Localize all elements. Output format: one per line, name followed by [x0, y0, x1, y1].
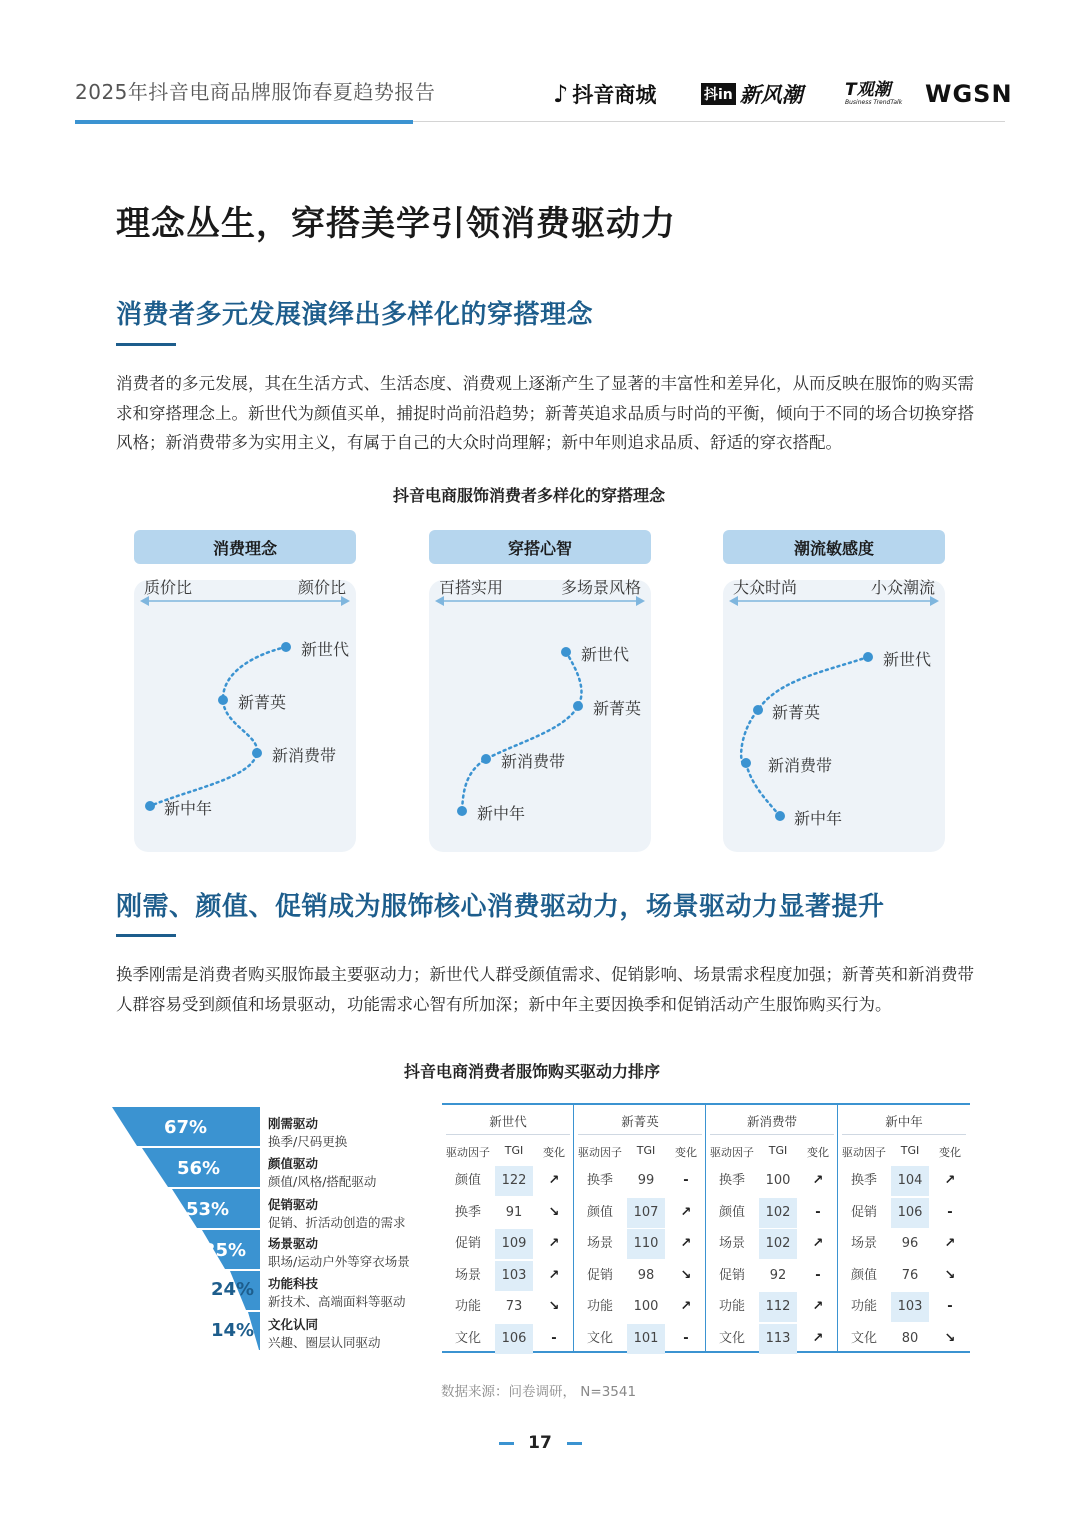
- table-group: [838, 1103, 970, 1353]
- point-label: 新世代: [581, 645, 630, 664]
- table-cell-tgi: 99: [637, 1173, 655, 1188]
- axis-right-label: 颜价比: [297, 578, 346, 597]
- table-cell-tgi: 103: [897, 1299, 923, 1314]
- point-label: 新中年: [164, 799, 213, 818]
- table-cell-change: ↗: [680, 1299, 692, 1314]
- table-column-header: 驱动因子: [710, 1146, 754, 1159]
- section2-body: 换季刚需是消费者购买服饰最主要驱动力；新世代人群受颜值需求、促销影响、场景需求程度加强；新菁英和新消费带人群容易受到颜值和场景驱动，功能需求心智有所加深；新中年主要因换季和促销活动产生服饰购买行为。: [116, 965, 974, 1014]
- table-cell-factor: 文化: [718, 1330, 745, 1346]
- funnel-description: 促销、折活动创造的需求: [268, 1215, 406, 1230]
- table-cell-change: -: [815, 1204, 821, 1220]
- douyin-mall-logo: [553, 78, 656, 110]
- table-group: [706, 1103, 838, 1353]
- point-new-elite: [218, 695, 228, 705]
- table-cell-factor: 场景: [586, 1236, 613, 1251]
- table-column-header: TGI: [900, 1144, 920, 1157]
- funnel-value: 53%: [186, 1199, 230, 1220]
- table-group-rule: [446, 1134, 570, 1135]
- table-cell-change: -: [815, 1267, 821, 1283]
- axis-left-label: 百搭实用: [439, 578, 504, 597]
- point-label: 新菁英: [593, 699, 642, 718]
- funnel-value: 35%: [203, 1240, 247, 1261]
- xinfengchao-logo: [701, 78, 803, 110]
- funnel-value: 14%: [211, 1320, 255, 1341]
- table-cell-factor: 文化: [586, 1330, 613, 1346]
- funnel-category: 功能科技: [268, 1276, 319, 1291]
- header-accent-bar: [75, 120, 413, 124]
- funnel-category: 颜值驱动: [268, 1156, 319, 1171]
- table-cell-change: ↘: [548, 1299, 560, 1314]
- table-cell-factor: 文化: [454, 1330, 481, 1346]
- point-new-elite: [573, 701, 583, 711]
- table-cell-tgi: 100: [765, 1173, 791, 1188]
- tguanchao-logo-sub: Business TrendTalk: [845, 99, 903, 106]
- funnel-value: 67%: [164, 1117, 208, 1138]
- table-cell-change: ↗: [548, 1236, 560, 1251]
- table-column-header: 变化: [939, 1146, 961, 1159]
- table-cell-change: -: [683, 1173, 689, 1188]
- table-cell-tgi: 109: [501, 1236, 527, 1251]
- table-cell-tgi: 100: [633, 1299, 659, 1314]
- funnel-description: 颜值/风格/搭配驱动: [268, 1174, 377, 1189]
- tguanchao-logo: [845, 78, 902, 110]
- axis-left-label: 大众时尚: [733, 578, 798, 597]
- funnel-category: 促销驱动: [268, 1197, 319, 1212]
- table-cell-change: ↗: [680, 1236, 692, 1251]
- table-cell-factor: 场景: [850, 1236, 877, 1251]
- tguanchao-logo-text: T观潮: [845, 80, 891, 100]
- point-label: 新世代: [883, 650, 932, 669]
- table-cell-tgi: 91: [505, 1204, 523, 1220]
- funnel-category: 场景驱动: [268, 1236, 319, 1251]
- table-cell-change: ↘: [680, 1267, 692, 1283]
- table-cell-change: ↘: [548, 1204, 560, 1220]
- table-group-rule: [842, 1134, 966, 1135]
- funnel-description: 职场/运动户外等穿衣场景: [268, 1254, 410, 1269]
- table-column-header: 变化: [675, 1146, 697, 1159]
- data-source: 数据来源：问卷调研， N=3541: [441, 1384, 637, 1400]
- point-new-middle-age: [457, 806, 467, 816]
- table-cell-change: ↗: [548, 1173, 560, 1188]
- wgsn-logo: WGSN: [925, 80, 1013, 108]
- section1-body: 消费者的多元发展，其在生活方式、生活态度、消费观上逐渐产生了显著的丰富性和差异化，从而反映在服饰的购买需求和穿搭理念上。新世代为颜值买单，捕捉时尚前沿趋势；新菁英追求品质与时尚的平衡，倾向于不同的场合切换穿搭风格；新消费带多为实用主义，有属于自己的大众时尚理解；新中年则追求品质、舒适的穿衣搭配。: [116, 374, 974, 452]
- table-group-name: 新消费带: [746, 1114, 797, 1129]
- table-column-header: TGI: [768, 1144, 788, 1157]
- table-cell-factor: 文化: [850, 1330, 877, 1346]
- card-title: 消费理念: [134, 530, 356, 564]
- table-cell-tgi: 106: [897, 1204, 923, 1220]
- drivers-chart-title: 抖音电商消费者服饰购买驱动力排序: [404, 1062, 661, 1081]
- table-cell-tgi: 112: [765, 1299, 791, 1314]
- table-group-name: 新世代: [489, 1114, 527, 1129]
- xinfengchao-logo-text: 新风潮: [739, 83, 803, 107]
- table-cell-factor: 功能: [586, 1299, 613, 1314]
- point-new-elite: [753, 705, 763, 715]
- table-group-name: 新菁英: [621, 1114, 659, 1129]
- concept-card-consumption: [134, 530, 356, 852]
- table-cell-tgi: 101: [633, 1330, 659, 1346]
- section1-heading: 消费者多元发展演绎出多样化的穿搭理念: [116, 300, 594, 330]
- table-cell-factor: 促销: [454, 1236, 481, 1251]
- table-cell-change: ↘: [944, 1330, 956, 1346]
- table-cell-tgi: 98: [637, 1267, 655, 1283]
- table-column-header: 驱动因子: [842, 1146, 886, 1159]
- section2-heading: 刚需、颜值、促销成为服饰核心消费驱动力，场景驱动力显著提升: [116, 892, 885, 922]
- drivers-funnel: [112, 1107, 262, 1350]
- page-number-dash: [567, 1442, 582, 1445]
- table-cell-factor: 颜值: [454, 1173, 481, 1188]
- partner-logos: [553, 78, 1013, 110]
- concept-curve: [723, 530, 945, 852]
- card-title: 穿搭心智: [429, 530, 651, 564]
- table-cell-change: ↗: [680, 1204, 692, 1220]
- table-group: [442, 1103, 574, 1353]
- table-cell-change: -: [947, 1299, 953, 1314]
- table-cell-factor: 功能: [718, 1299, 745, 1314]
- report-title: 2025年抖音电商品牌服饰春夏趋势报告: [75, 80, 436, 104]
- section2-heading-bar: [116, 934, 176, 937]
- point-new-consumer-belt: [252, 748, 262, 758]
- table-cell-tgi: 102: [765, 1236, 791, 1251]
- table-cell-factor: 功能: [454, 1299, 481, 1314]
- card-title: 潮流敏感度: [723, 530, 945, 564]
- douyin-mall-logo-text: 抖音商城: [572, 83, 657, 107]
- table-group-name: 新中年: [885, 1114, 923, 1129]
- concept-card-styling: [429, 530, 651, 852]
- point-label: 新消费带: [272, 746, 337, 765]
- table-column-header: 驱动因子: [578, 1146, 622, 1159]
- point-new-generation: [863, 652, 873, 662]
- table-cell-tgi: 113: [765, 1330, 791, 1346]
- table-group-rule: [710, 1134, 834, 1135]
- table-cell-factor: 换季: [454, 1204, 481, 1220]
- funnel-category: 文化认同: [268, 1317, 319, 1332]
- table-cell-change: ↗: [944, 1236, 956, 1251]
- table-cell-tgi: 107: [633, 1204, 659, 1220]
- table-cell-factor: 功能: [850, 1299, 877, 1314]
- table-cell-tgi: 122: [501, 1173, 527, 1188]
- point-new-generation: [561, 647, 571, 657]
- table-column-header: 驱动因子: [446, 1146, 490, 1159]
- axis-left-label: 质价比: [144, 578, 193, 597]
- table-cell-factor: 促销: [718, 1267, 745, 1283]
- table-column-header: TGI: [504, 1144, 524, 1157]
- table-cell-change: ↗: [548, 1267, 560, 1283]
- table-cell-factor: 促销: [850, 1204, 877, 1220]
- xinfengchao-logo-box: 抖in: [701, 83, 736, 105]
- table-cell-factor: 促销: [586, 1267, 613, 1283]
- table-cell-tgi: 106: [501, 1330, 527, 1346]
- table-cell-tgi: 76: [901, 1267, 919, 1283]
- table-group: [574, 1103, 706, 1353]
- table-cell-change: ↗: [812, 1299, 824, 1314]
- table-cell-tgi: 80: [901, 1330, 919, 1346]
- table-column-header: 变化: [543, 1146, 565, 1159]
- concept-card-trend-sensitivity: [723, 530, 945, 852]
- table-cell-change: ↗: [812, 1330, 824, 1346]
- table-cell-factor: 场景: [454, 1267, 481, 1283]
- table-cell-tgi: 103: [501, 1267, 527, 1283]
- table-cell-change: -: [947, 1204, 953, 1220]
- table-cell-factor: 换季: [850, 1173, 877, 1188]
- point-new-consumer-belt: [481, 754, 491, 764]
- funnel-value: 56%: [177, 1158, 221, 1179]
- funnel-value: 24%: [211, 1279, 255, 1300]
- concepts-chart-title: 抖音电商服饰消费者多样化的穿搭理念: [393, 486, 666, 505]
- table-cell-tgi: 110: [633, 1236, 659, 1251]
- point-label: 新菁英: [772, 703, 821, 722]
- table-cell-tgi: 73: [505, 1299, 523, 1314]
- table-column-header: 变化: [807, 1146, 829, 1159]
- table-cell-change: ↗: [812, 1236, 824, 1251]
- table-cell-factor: 场景: [718, 1236, 745, 1251]
- point-label: 新世代: [301, 640, 350, 659]
- point-new-middle-age: [145, 801, 155, 811]
- table-cell-change: ↗: [944, 1173, 956, 1188]
- table-cell-change: -: [683, 1330, 689, 1346]
- concept-curve: [429, 530, 651, 852]
- page-title: 理念丛生，穿搭美学引领消费驱动力: [116, 204, 676, 244]
- tgi-table: [442, 1103, 970, 1353]
- point-new-consumer-belt: [741, 758, 751, 768]
- point-new-generation: [281, 642, 291, 652]
- table-cell-tgi: 96: [901, 1236, 919, 1251]
- table-cell-factor: 颜值: [718, 1204, 745, 1220]
- table-cell-factor: 换季: [718, 1173, 745, 1188]
- table-cell-factor: 颜值: [850, 1267, 877, 1283]
- table-column-header: TGI: [636, 1144, 656, 1157]
- table-cell-change: ↘: [944, 1267, 956, 1283]
- point-label: 新中年: [477, 804, 526, 823]
- funnel-description: 换季/尺码更换: [268, 1134, 348, 1149]
- table-cell-factor: 颜值: [586, 1204, 613, 1220]
- table-cell-factor: 换季: [586, 1173, 613, 1188]
- table-cell-tgi: 104: [897, 1173, 923, 1188]
- axis-right-label: 小众潮流: [870, 578, 935, 597]
- section1-heading-bar: [116, 343, 176, 346]
- point-label: 新消费带: [501, 752, 566, 771]
- douyin-note-icon: ♪: [553, 80, 569, 108]
- table-group-rule: [578, 1134, 702, 1135]
- table-cell-change: -: [551, 1330, 557, 1346]
- funnel-description: 兴趣、圈层认同驱动: [268, 1335, 381, 1350]
- table-cell-tgi: 92: [769, 1267, 787, 1283]
- axis-right-label: 多场景风格: [560, 578, 641, 597]
- point-label: 新消费带: [768, 756, 833, 775]
- funnel-category: 刚需驱动: [268, 1116, 319, 1131]
- point-new-middle-age: [775, 811, 785, 821]
- page-number: 17: [528, 1433, 552, 1453]
- table-cell-change: ↗: [812, 1173, 824, 1188]
- table-cell-tgi: 102: [765, 1204, 791, 1220]
- funnel-description: 新技术、高端面料等驱动: [268, 1294, 406, 1309]
- point-label: 新菁英: [238, 693, 287, 712]
- point-label: 新中年: [794, 809, 843, 828]
